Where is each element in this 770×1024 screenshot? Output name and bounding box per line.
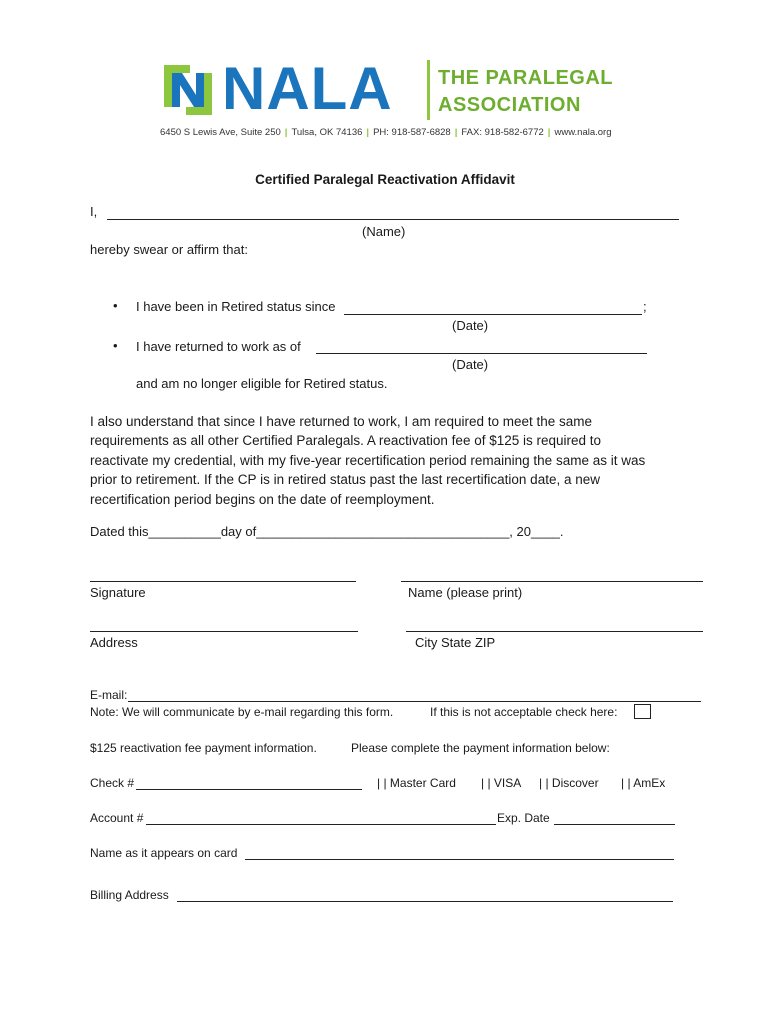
signature-label: Signature [90, 585, 146, 600]
name-on-card-field[interactable] [245, 859, 674, 860]
date-caption-1: (Date) [452, 318, 489, 333]
address-field[interactable] [90, 631, 358, 632]
logo-wordmark: NALA [222, 55, 393, 122]
nala-logo-mark-icon [160, 61, 216, 119]
address-label: Address [90, 635, 138, 650]
bullet1-semicolon: ; [643, 299, 647, 314]
paragraph-line: prior to retirement. If the CP is in retired status past the last recertification date, a new [90, 472, 600, 488]
city-state-zip-field[interactable] [406, 631, 703, 632]
visa-option[interactable]: | | VISA [481, 776, 522, 790]
dated-this-line[interactable]: Dated this__________day of___________________________________, 20____. [90, 524, 564, 539]
return-date-field[interactable] [316, 353, 647, 354]
contact-city: Tulsa, OK 74136 [291, 127, 363, 138]
name-on-card-label: Name as it appears on card [90, 846, 238, 860]
master-card-option[interactable]: | | Master Card [377, 776, 456, 790]
date-caption-2: (Date) [452, 357, 489, 372]
name-caption: (Name) [362, 224, 406, 239]
paragraph-line: reactivate my credential, with my five-year recertification period remaining the same as it was [90, 452, 646, 468]
understanding-paragraph [90, 412, 680, 509]
contact-phone: PH: 918-587-6828 [373, 127, 451, 138]
contact-address: 6450 S Lewis Ave, Suite 250 [160, 127, 281, 138]
payment-info-text: $125 reactivation fee payment information. [90, 741, 317, 755]
discover-option[interactable]: | | Discover [539, 776, 599, 790]
billing-address-label: Billing Address [90, 888, 169, 902]
paragraph-line: I also understand that since I have returned to work, I am required to meet the same [90, 414, 593, 429]
check-number-field[interactable] [136, 789, 362, 790]
bullet-1: • [113, 298, 118, 313]
exp-date-field[interactable] [554, 824, 675, 825]
account-number-field[interactable] [146, 824, 496, 825]
no-longer-text: and am no longer eligible for Retired status. [136, 376, 388, 391]
bullet2-text: I have returned to work as of [136, 339, 301, 354]
swear-text: hereby swear or affirm that: [90, 242, 248, 257]
contact-fax: FAX: 918-582-6772 [461, 127, 544, 138]
i-label: I, [90, 204, 98, 219]
email-note: Note: We will communicate by e-mail regarding this form. [90, 705, 394, 719]
email-field[interactable] [128, 701, 701, 702]
bullet1-text: I have been in Retired status since [136, 299, 336, 314]
signature-field[interactable] [90, 581, 356, 582]
name-print-label: Name (please print) [408, 585, 523, 600]
city-state-zip-label: City State ZIP [415, 635, 496, 650]
payment-instruction: Please complete the payment information below: [351, 741, 610, 755]
paragraph-line: requirements as all other Certified Paralegals. A reactivation fee of $125 is required to [90, 433, 602, 449]
email-opt-out-checkbox[interactable] [634, 704, 651, 719]
bullet-2: • [113, 338, 118, 353]
contact-info: 6450 S Lewis Ave, Suite 250 | Tulsa, OK 74136 | PH: 918-587-6828 | FAX: 918-582-6772 | www.nala.org [160, 127, 612, 138]
logo-tagline-2: ASSOCIATION [438, 94, 581, 116]
amex-option[interactable]: | | AmEx [621, 776, 666, 790]
paragraph-line: recertification period begins on the date of reemployment. [90, 491, 435, 507]
email-label: E-mail: [90, 688, 128, 702]
check-label: Check # [90, 776, 135, 790]
name-field[interactable] [107, 219, 679, 220]
exp-date-label: Exp. Date [497, 811, 550, 825]
name-print-field[interactable] [401, 581, 703, 582]
account-label: Account # [90, 811, 144, 825]
billing-address-field[interactable] [177, 901, 673, 902]
retired-date-field[interactable] [344, 314, 642, 315]
not-acceptable-text: If this is not acceptable check here: [430, 705, 618, 719]
form-title: Certified Paralegal Reactivation Affidavit [255, 172, 515, 187]
contact-website[interactable]: www.nala.org [554, 127, 612, 138]
logo-divider [427, 60, 430, 120]
logo-tagline-1: THE PARALEGAL [438, 67, 614, 89]
